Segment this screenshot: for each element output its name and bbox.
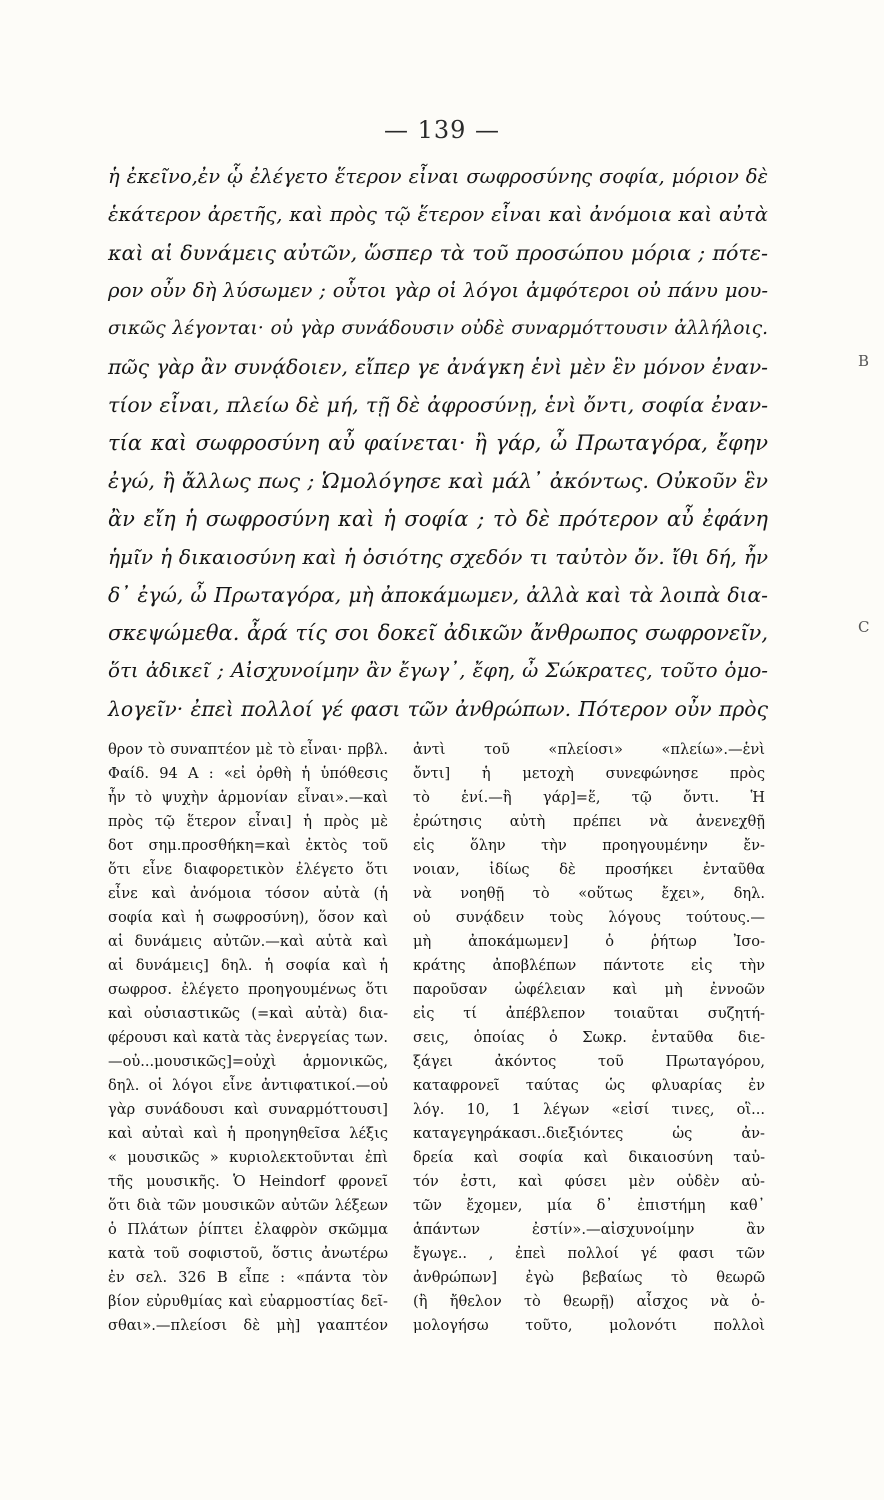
main-text-line: σικῶς λέγονται· οὐ γὰρ συνάδουσιν οὐδὲ συναρμόττουσιν ἀλλήλοις.: [108, 318, 768, 339]
commentary-line: ἔγωγε.. , ἐπεὶ πολλοί γέ φασι τῶν: [413, 1245, 765, 1262]
commentary-line: βίον εὐρυθμίας καὶ εὐαρμοστίας δεῖ-: [108, 1293, 388, 1310]
commentary-line: θρον τὸ συναπτέον μὲ τὸ εἶναι· πρβλ.: [108, 741, 388, 758]
commentary-line: δοτ σημ.προσθήκη=καὶ ἐκτὸς τοῦ: [108, 837, 388, 854]
commentary-line: δηλ. οἱ λόγοι εἶνε ἀντιφατικοί.—οὐ: [108, 1077, 388, 1094]
commentary-line: καὶ οὐσιαστικῶς (=καὶ αὐτὰ) δια-: [108, 1005, 388, 1022]
main-text-line: ἑκάτερον ἀρετῆς, καὶ πρὸς τῷ ἕτερον εἶναι καὶ ἀνόμοια καὶ αὐτὰ: [108, 203, 768, 226]
commentary-line: κατὰ τοῦ σοφιστοῦ, ὅστις ἀνωτέρω: [108, 1245, 388, 1262]
commentary-line: αἱ δυνάμεις αὐτῶν.—καὶ αὐτὰ καὶ: [108, 933, 388, 950]
commentary-line: φέρουσι καὶ κατὰ τὰς ἐνεργείας των.: [108, 1029, 388, 1046]
main-text-line: τίον εἶναι, πλείω δὲ μή, τῇ δὲ ἀφροσύνῃ, ἑνὶ ὄντι, σοφία ἐναν-: [108, 393, 768, 417]
commentary-line: μολογήσω τοῦτο, μολονότι πολλοὶ: [413, 1317, 765, 1334]
main-text-line: ρον οὖν δὴ λύσωμεν ; οὗτοι γὰρ οἱ λόγοι ἀμφότεροι οὐ πάνυ μου-: [108, 279, 768, 302]
commentary-line: τόν ἐστι, καὶ φύσει μὲν οὐδὲν αὐ-: [413, 1173, 765, 1190]
commentary-line: —οὐ...μουσικῶς]=οὐχὶ ἁρμονικῶς,: [108, 1053, 388, 1070]
commentary-line: ἦν τὸ ψυχὴν ἁρμονίαν εἶναι».—καὶ: [108, 789, 388, 806]
commentary-line: εἰς τί ἀπέβλεπον τοιαῦται συζητή-: [413, 1005, 765, 1022]
main-text-line: δ᾽ ἐγώ, ὦ Πρωταγόρα, μὴ ἀποκάμωμεν, ἀλλὰ καὶ τὰ λοιπὰ δια-: [108, 583, 768, 607]
commentary-line: μὴ ἀποκάμωμεν] ὁ ῥήτωρ Ἰσο-: [413, 933, 765, 950]
commentary-line: ἀντὶ τοῦ «πλείοσι» «πλείω».—ἑνὶ: [413, 741, 765, 758]
main-text-block: [108, 158, 768, 728]
commentary-line: καὶ αὐταὶ καὶ ἡ προηγηθεῖσα λέξις: [108, 1125, 388, 1142]
page-number: — 139 —: [383, 116, 501, 144]
commentary-left-column: [108, 738, 388, 1338]
commentary-line: εἶνε καὶ ἀνόμοια τόσον αὐτὰ (ἡ: [108, 885, 388, 902]
main-text-line: ὅτι ἀδικεῖ ; Αἰσχυνοίμην ἂν ἔγωγ᾽, ἔφη, ὦ Σώκρατες, τοῦτο ὁμο-: [108, 659, 768, 682]
commentary-line: ἀνθρώπων] ἐγὼ βεβαίως τὸ θεωρῶ: [413, 1269, 765, 1286]
commentary-line: καταφρονεῖ ταύτας ὡς φλυαρίας ἐν: [413, 1077, 765, 1094]
main-text-line: καὶ αἱ δυνάμεις αὐτῶν, ὥσπερ τὰ τοῦ προσώπου μόρια ; πότε-: [108, 241, 768, 265]
commentary-line: εἰς ὅλην τὴν προηγουμένην ἔν-: [413, 837, 765, 854]
commentary-line: ἐν σελ. 326 Β εἶπε : «πάντα τὸν: [108, 1269, 388, 1286]
commentary-line: σεις, ὁποίας ὁ Σωκρ. ἐνταῦθα διε-: [413, 1029, 765, 1046]
commentary-line: νὰ νοηθῇ τὸ «οὕτως ἔχει», δηλ.: [413, 885, 765, 902]
commentary-line: ὄντι] ἡ μετοχὴ συνεφώνησε πρὸς: [413, 765, 765, 782]
main-text-line: λογεῖν· ἐπεὶ πολλοί γέ φασι τῶν ἀνθρώπων. Πότερον οὖν πρὸς: [108, 697, 768, 721]
commentary-line: (ἢ ἤθελον τὸ θεωρῇ) αἶσχος νὰ ὁ-: [413, 1293, 765, 1310]
commentary-line: τὸ ἑνί.—ἢ γάρ]=ἕ, τῷ ὄντι. Ἡ: [413, 789, 765, 806]
commentary-line: Φαίδ. 94 Α : «εἰ ὀρθὴ ἡ ὑπόθεσις: [108, 765, 388, 782]
commentary-line: σωφροσ. ἐλέγετο προηγουμένως ὅτι: [108, 981, 388, 998]
commentary-line: νοιαν, ἰδίως δὲ προσήκει ἐνταῦθα: [413, 861, 765, 878]
commentary-line: ἁπάντων ἐστίν».—αἰσχυνοίμην ἂν: [413, 1221, 765, 1238]
commentary-line: τῶν ἔχομεν, μία δ᾽ ἐπιστήμη καθ᾽: [413, 1197, 765, 1214]
commentary-line: λόγ. 10, 1 λέγων «εἰσί τινες, οἳ...: [413, 1101, 765, 1118]
commentary-line: ξάγει ἀκόντος τοῦ Πρωταγόρου,: [413, 1053, 765, 1070]
commentary-line: « μουσικῶς » κυριολεκτοῦνται ἐπὶ: [108, 1149, 388, 1166]
commentary-line: ὅτι εἶνε διαφορετικὸν ἐλέγετο ὅτι: [108, 861, 388, 878]
commentary-line: δρεία καὶ σοφία καὶ δικαιοσύνη ταὐ-: [413, 1149, 765, 1166]
margin-mark-c: C: [858, 618, 870, 636]
main-text-line: ἡ ἐκεῖνο,ἐν ᾧ ἐλέγετο ἕτερον εἶναι σωφροσύνης σοφία, μόριον δὲ: [108, 165, 768, 188]
commentary-line: τῆς μουσικῆς. Ὁ Heindorf φρονεῖ: [108, 1173, 388, 1190]
main-text-line: πῶς γὰρ ἂν συνᾴδοιεν, εἴπερ γε ἀνάγκη ἑνὶ μὲν ἓν μόνον ἐναν-: [108, 355, 768, 379]
commentary-line: καταγεγηράκασι..διεξιόντες ὡς ἀν-: [413, 1125, 765, 1142]
main-text-line: σκεψώμεθα. ἆρά τίς σοι δοκεῖ ἀδικῶν ἄνθρωπος σωφρονεῖν,: [108, 621, 768, 645]
commentary-right-column: [413, 738, 765, 1338]
margin-mark-b: B: [858, 352, 870, 370]
main-text-line: ἂν εἴη ἡ σωφροσύνη καὶ ἡ σοφία ; τὸ δὲ πρότερον αὖ ἐφάνη: [108, 507, 768, 531]
commentary-line: αἱ δυνάμεις] δηλ. ἡ σοφία καὶ ἡ: [108, 957, 388, 974]
commentary-line: σοφία καὶ ἡ σωφροσύνη), ὅσον καὶ: [108, 909, 388, 926]
commentary-line: ὅτι διὰ τῶν μουσικῶν αὐτῶν λέξεων: [108, 1197, 388, 1214]
commentary-line: οὐ συνᾴδειν τοὺς λόγους τούτους.—: [413, 909, 765, 926]
commentary-line: ἐρώτησις αὐτὴ πρέπει νὰ ἀνενεχθῇ: [413, 813, 765, 830]
main-text-line: ἡμῖν ἡ δικαιοσύνη καὶ ἡ ὁσιότης σχεδόν τι ταὐτὸν ὄν. ἴθι δή, ἦν: [108, 545, 768, 569]
commentary-line: πρὸς τῷ ἕτερον εἶναι] ἡ πρὸς μὲ: [108, 813, 388, 830]
commentary-line: σθαι».—πλείοσι δὲ μὴ] γααπτέον: [108, 1317, 388, 1334]
commentary-line: ὁ Πλάτων ῥίπτει ἐλαφρὸν σκῶμμα: [108, 1221, 388, 1238]
main-text-line: τία καὶ σωφροσύνη αὖ φαίνεται· ἢ γάρ, ὦ Πρωταγόρα, ἔφην: [108, 431, 768, 455]
commentary-line: γὰρ συνάδουσι καὶ συναρμόττουσι]: [108, 1101, 388, 1118]
commentary-line: κράτης ἀποβλέπων πάντοτε εἰς τὴν: [413, 957, 765, 974]
main-text-line: ἐγώ, ἢ ἄλλως πως ; Ὡμολόγησε καὶ μάλ᾽ ἀκόντως. Οὐκοῦν ἓν: [108, 469, 768, 493]
commentary-line: παροῦσαν ὠφέλειαν καὶ μὴ ἐννοῶν: [413, 981, 765, 998]
